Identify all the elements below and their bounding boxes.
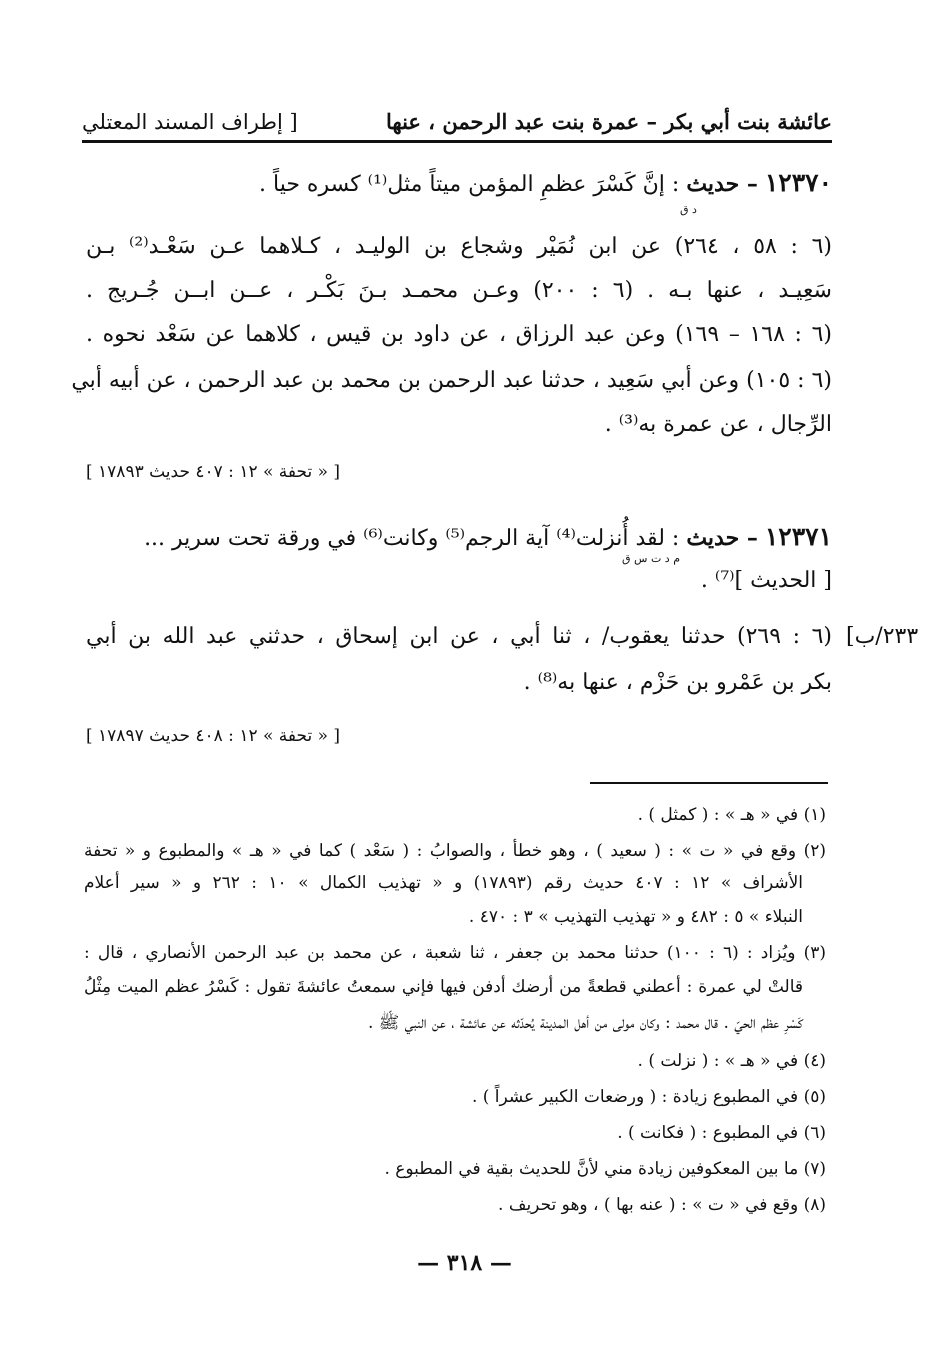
hadith-12370-line-5: الرِّجال ، عن عمرة به⁽³⁾ . xyxy=(604,412,832,437)
hadith-12371-heading xyxy=(144,522,832,554)
hadith-12370-line-2: سَعِيـد ، عنها بـه . (٦ : ٢٠٠) وعـن محمـد بـنَ بَكْـر ، عــن ابــن جُـريج . xyxy=(86,278,832,303)
hadith-label: – حديث xyxy=(686,525,758,551)
footnote-3-continued: قالتْ لي عمرة : أعطني قطعةً من أرضك أدفن فيها فإني سمعتُ عائشةَ تقول : كَسْرُ عظم الميت مِثْلُ xyxy=(84,977,803,997)
header-divider xyxy=(82,140,832,143)
header-chapter-title: عائشة بنت أبي بكر – عمرة بنت عبد الرحمن ، عنها xyxy=(386,109,832,134)
hadith-number: ١٢٣٧٠ xyxy=(764,168,832,197)
footnote-8: (٨) وقع في « ت » : ( عنه بها ) ، وهو تحريف . xyxy=(498,1195,826,1215)
footnote-4: (٤) في « هـ » : ( نزلت ) . xyxy=(637,1051,826,1071)
footnote-2-continued: الأشراف » ١٢ : ٤٠٧ حديث رقم (١٧٨٩٣) و « تهذيب الكمال » ١٠ : ٢٦٢ و « سير أعلام xyxy=(84,873,803,893)
running-header xyxy=(82,94,832,134)
hadith-12370-line-4: (٦ : ١٠٥) وعن أبي سَعِيد ، حدثنا عبد الرحمن بن محمد بن عبد الرحمن ، عن أبيه أبي xyxy=(71,368,832,393)
footnote-3: (٣) ويُزاد : (٦ : ١٠٠) حدثنا محمد بن جعفر ، ثنا شعبة ، عن محمد بن عبد الرحمن الأنصاري ، قال : xyxy=(84,943,826,963)
footnote-7: (٧) ما بين المعكوفين زيادة مني لأنَّ للحديث بقية في المطبوع . xyxy=(384,1159,826,1179)
hadith-text: : إنَّ كَسْرَ عظمِ المؤمن ميتاً مثل⁽¹⁾ كسره حياً . xyxy=(259,172,680,197)
hadith-12370-source-symbols: د ق xyxy=(680,203,697,216)
hadith-12370-heading xyxy=(259,168,832,200)
hadith-12370-tohfa-reference: [ « تحفة » ١٢ : ٤٠٧ حديث ١٧٨٩٣ ] xyxy=(86,462,341,482)
hadith-label: – حديث xyxy=(686,171,758,197)
hadith-12371-line-2: بكر بن عَمْرو بن حَزْم ، عنها به⁽⁸⁾ . xyxy=(523,670,832,695)
hadith-12370-line-1: (٦ : ٥٨ ، ٢٦٤) عن ابن نُمَيْر وشجاع بن الوليـد ، كـلاهما عـن سَعْـد⁽²⁾ بـن xyxy=(86,234,833,259)
footnote-1: (١) في « هـ » : ( كمثل ) . xyxy=(637,805,826,825)
hadith-12370-line-3: (٦ : ١٦٨ – ١٦٩) وعن عبد الرزاق ، عن داود بن قيس ، كلاهما عن سَعْد نحوه . xyxy=(86,322,832,347)
hadith-text: : لقد أُنزلت⁽⁴⁾ آية الرجم⁽⁵⁾ وكانت⁽⁶⁾ في ورقة تحت سرير ... xyxy=(144,526,680,551)
page-number: — ٣١٨ — xyxy=(417,1250,512,1276)
hadith-12371-source-symbols: م د ت س ق xyxy=(622,552,681,565)
footnote-divider xyxy=(590,782,828,784)
footnote-2: (٢) وقع في « ت » : ( سعيد ) ، وهو خطأ ، والصوابُ : ( سَعْد ) كما في « هـ » والمطبوع و « تحفة xyxy=(84,841,826,861)
hadith-12371-tohfa-reference: [ « تحفة » ١٢ : ٤٠٨ حديث ١٧٨٩٧ ] xyxy=(86,726,341,746)
footnote-3-end: كَسْرِ عظم الحيّ . قال محمد : وكان مولى من أهل المدينة يُحدّثه عن عائشة ، عن النبي ﷺ . xyxy=(367,1013,803,1033)
manuscript-folio-marker: ٢٣٣/ب] xyxy=(846,624,919,649)
header-book-title: [ إطراف المسند المعتلي xyxy=(82,110,298,134)
hadith-12371-line-1: (٦ : ٢٦٩) حدثنا يعقوب/ ، ثنا أبي ، عن ابن إسحاق ، حدثني عبد الله بن أبي xyxy=(86,624,832,649)
hadith-12371-bracket-line: [ الحديث ]⁽⁷⁾ . xyxy=(700,568,832,593)
footnote-2-end: النبلاء » ٥ : ٤٨٢ و « تهذيب التهذيب » ٣ : ٤٧٠ . xyxy=(468,907,803,927)
hadith-number: ١٢٣٧١ xyxy=(764,522,832,551)
footnote-6: (٦) في المطبوع : ( فكانت ) . xyxy=(617,1123,826,1143)
footnote-5: (٥) في المطبوع زيادة : ( ورضعات الكبير عشراً ) . xyxy=(471,1087,826,1107)
